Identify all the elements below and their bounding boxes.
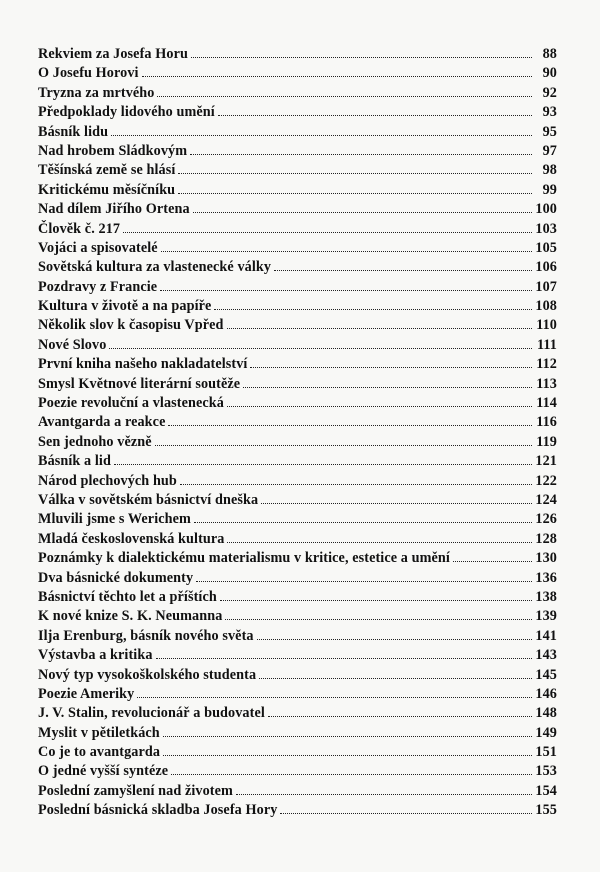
toc-entry [38,685,557,704]
dot-leader [194,522,532,523]
toc-entry [38,743,557,762]
toc-entry-title: Kultura v životě a na papíře [38,298,212,315]
table-of-contents [38,45,557,821]
toc-entry [38,316,557,335]
toc-entry-title: Poznámky k dialektickému materialismu v kritice, estetice a umění [38,550,450,567]
toc-entry-title: Nad dílem Jiřího Ortena [38,201,190,218]
toc-entry-title: Těšínská země se hlásí [38,162,176,179]
toc-entry [38,336,557,355]
dot-leader [157,96,532,97]
toc-entry-page-number: 111 [536,336,557,353]
toc-entry-title: Kritickému měsíčníku [38,181,176,198]
toc-entry [38,646,557,665]
toc-entry-title: Předpoklady lidového umění [38,104,215,121]
toc-entry [38,588,557,607]
toc-entry-title: Poslední básnická skladba Josefa Hory [38,802,278,819]
toc-entry-title: Myslit v pětiletkách [38,724,160,741]
dot-leader [280,813,532,814]
dot-leader [160,290,532,291]
toc-entry-page-number: 128 [535,530,557,547]
dot-leader [227,406,532,407]
toc-entry [38,413,557,432]
toc-entry-title: Básnictví těchto let a příštích [38,588,217,605]
dot-leader [137,697,532,698]
toc-entry [38,627,557,646]
toc-entry-page-number: 100 [535,201,557,218]
toc-entry [38,375,557,394]
toc-entry [38,64,557,83]
toc-entry-page-number: 107 [535,278,557,295]
dot-leader [261,503,532,504]
toc-entry [38,762,557,781]
dot-leader [123,232,532,233]
toc-entry-page-number: 106 [535,259,557,276]
toc-entry [38,510,557,529]
toc-entry-title: Básník a lid [38,453,111,470]
toc-entry-title: Sen jednoho vězně [38,433,152,450]
toc-entry [38,801,557,820]
toc-entry-page-number: 146 [535,685,557,702]
toc-entry-page-number: 93 [542,104,557,121]
dot-leader [236,794,532,795]
toc-entry-page-number: 103 [535,220,557,237]
dot-leader [109,348,532,349]
toc-entry-title: Válka v sovětském básnictví dneška [38,491,259,508]
dot-leader [225,619,532,620]
toc-entry-title: Poezie Ameriky [38,685,135,702]
toc-entry-page-number: 130 [535,550,557,567]
toc-entry-page-number: 145 [535,666,557,683]
toc-entry-page-number: 90 [542,65,557,82]
toc-entry-page-number: 122 [535,472,557,489]
toc-entry-title: Člověk č. 217 [38,220,121,237]
dot-leader [163,736,532,737]
dot-leader [250,367,532,368]
dot-leader [142,76,532,77]
toc-entry-title: Výstavba a kritika [38,647,153,664]
toc-entry-title: Nad hrobem Sládkovým [38,142,188,159]
toc-entry-page-number: 92 [542,84,557,101]
toc-entry-page-number: 112 [536,356,557,373]
toc-entry-page-number: 149 [535,724,557,741]
dot-leader [156,658,532,659]
toc-entry [38,103,557,122]
toc-entry-title: Tryzna za mrtvého [38,84,155,101]
toc-entry-title: Dva básnické dokumenty [38,569,194,586]
toc-entry-page-number: 138 [535,588,557,605]
toc-entry-page-number: 151 [535,744,557,761]
dot-leader [259,678,532,679]
toc-entry-title: Básník lidu [38,123,109,140]
toc-entry-page-number: 108 [535,298,557,315]
toc-entry [38,530,557,549]
toc-entry-title: Mladá československá kultura [38,530,225,547]
toc-entry [38,142,557,161]
toc-entry-page-number: 141 [535,627,557,644]
dot-leader [218,115,532,116]
toc-entry [38,704,557,723]
toc-entry-page-number: 95 [542,123,557,140]
toc-entry-page-number: 113 [536,375,557,392]
toc-entry [38,278,557,297]
dot-leader [171,774,532,775]
toc-entry [38,472,557,491]
toc-entry [38,181,557,200]
toc-entry [38,200,557,219]
toc-entry [38,123,557,142]
dot-leader [191,57,532,58]
toc-entry-title: J. V. Stalin, revolucionář a budovatel [38,705,265,722]
dot-leader [453,561,532,562]
dot-leader [111,135,532,136]
toc-entry-title: Nový typ vysokoškolského studenta [38,666,257,683]
toc-entry-page-number: 121 [535,453,557,470]
toc-entry [38,220,557,239]
toc-entry-page-number: 154 [535,782,557,799]
toc-entry-title: První kniha našeho nakladatelství [38,356,248,373]
toc-entry [38,297,557,316]
dot-leader [196,581,532,582]
toc-entry [38,433,557,452]
toc-entry-page-number: 105 [535,239,557,256]
dot-leader [220,600,532,601]
toc-entry-page-number: 114 [536,395,557,412]
dot-leader [180,484,532,485]
toc-entry-title: Co je to avantgarda [38,744,161,761]
dot-leader [163,755,532,756]
toc-entry-title: Nové Slovo [38,336,107,353]
toc-entry-page-number: 119 [536,433,557,450]
toc-entry-page-number: 116 [536,414,557,431]
toc-entry-title: Vojáci a spisovatelé [38,239,158,256]
toc-entry-title: Poslední zamyšlení nad životem [38,782,233,799]
toc-entry-title: Smysl Květnové literární soutěže [38,375,241,392]
dot-leader [155,445,532,446]
toc-entry-title: Rekviem za Josefa Horu [38,46,188,62]
toc-entry-page-number: 155 [535,802,557,819]
toc-entry [38,161,557,180]
toc-entry-title: Poezie revoluční a vlastenecká [38,395,224,412]
toc-entry [38,258,557,277]
toc-entry-page-number: 110 [536,317,557,334]
dot-leader [274,270,532,271]
toc-entry-page-number: 98 [542,162,557,179]
dot-leader [268,716,532,717]
toc-entry-title: O jedné vyšší syntéze [38,763,169,780]
toc-entry-page-number: 88 [542,46,557,62]
toc-entry [38,666,557,685]
dot-leader [161,251,532,252]
dot-leader [190,154,532,155]
toc-entry-page-number: 97 [542,142,557,159]
dot-leader [214,309,532,310]
toc-entry-title: O Josefu Horovi [38,65,139,82]
toc-entry [38,45,557,64]
dot-leader [243,387,532,388]
toc-entry [38,452,557,471]
toc-entry [38,394,557,413]
dot-leader [178,193,532,194]
toc-entry-title: K nové knize S. K. Neumanna [38,608,223,625]
toc-entry [38,239,557,258]
toc-entry-page-number: 143 [535,647,557,664]
toc-entry [38,84,557,103]
toc-entry-title: Několik slov k časopisu Vpřed [38,317,224,334]
dot-leader [227,542,532,543]
toc-entry-title: Ilja Erenburg, básník nového světa [38,627,254,644]
dot-leader [168,425,532,426]
toc-entry-title: Národ plechových hub [38,472,177,489]
dot-leader [193,212,532,213]
toc-entry-page-number: 126 [535,511,557,528]
toc-entry-title: Mluvili jsme s Werichem [38,511,191,528]
toc-entry-page-number: 148 [535,705,557,722]
toc-entry [38,549,557,568]
toc-entry-page-number: 124 [535,491,557,508]
toc-entry-page-number: 153 [535,763,557,780]
dot-leader [178,173,532,174]
toc-entry-title: Sovětská kultura za vlastenecké války [38,259,272,276]
dot-leader [227,328,532,329]
toc-entry-page-number: 99 [542,181,557,198]
toc-entry [38,569,557,588]
toc-entry [38,355,557,374]
dot-leader [114,464,532,465]
toc-entry [38,491,557,510]
toc-entry-page-number: 139 [535,608,557,625]
toc-entry [38,724,557,743]
toc-entry-title: Pozdravy z Francie [38,278,158,295]
toc-entry-page-number: 136 [535,569,557,586]
toc-entry-title: Avantgarda a reakce [38,414,166,431]
toc-entry [38,607,557,626]
dot-leader [257,639,532,640]
toc-entry [38,782,557,801]
